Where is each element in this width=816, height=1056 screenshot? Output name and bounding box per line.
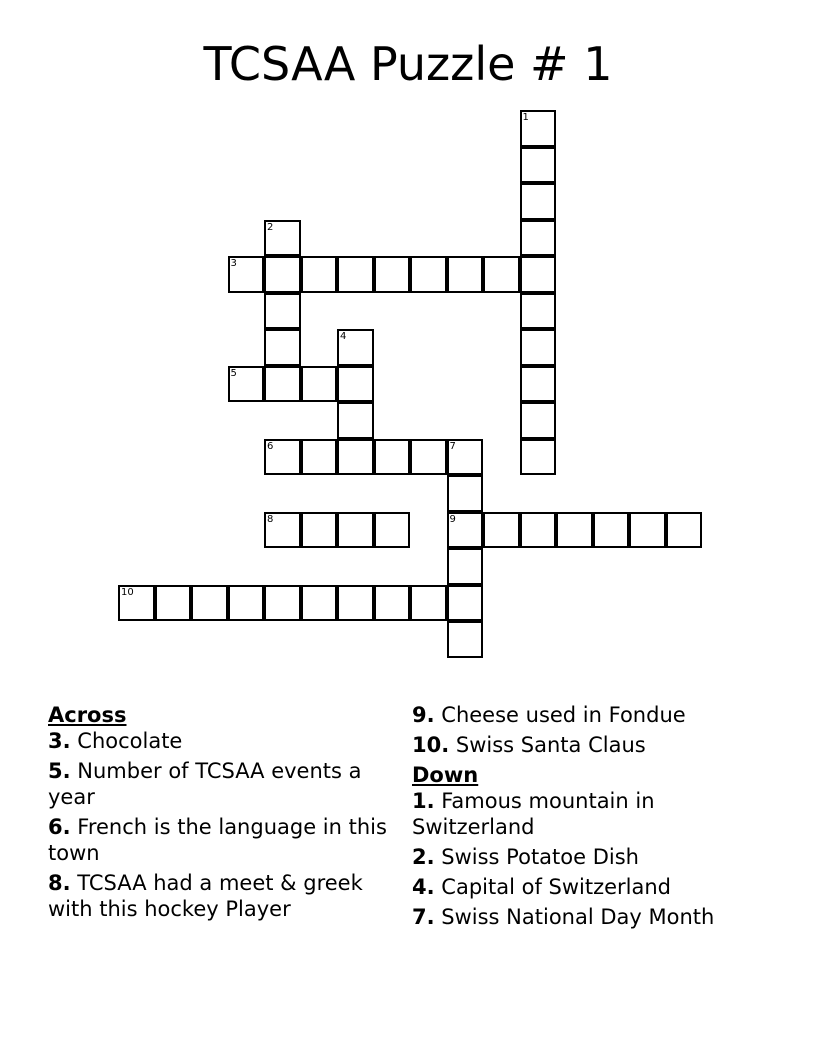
grid-cell[interactable] <box>447 475 484 512</box>
grid-cell[interactable] <box>264 329 301 366</box>
grid-cell[interactable] <box>483 512 520 549</box>
grid-cell[interactable] <box>520 256 557 293</box>
grid-cell[interactable] <box>447 585 484 622</box>
grid-cell[interactable] <box>264 256 301 293</box>
grid-cell[interactable] <box>301 585 338 622</box>
clue-across-3: 3. Chocolate <box>48 729 183 753</box>
grid-cell[interactable] <box>629 512 666 549</box>
grid-cell[interactable] <box>520 329 557 366</box>
clue-number: 8 <box>267 513 274 525</box>
grid-cell[interactable] <box>666 512 703 549</box>
grid-cell[interactable] <box>264 220 301 257</box>
grid-cell[interactable] <box>410 439 447 476</box>
puzzle-title: TCSAA Puzzle # 1 <box>203 37 613 91</box>
grid-cell[interactable] <box>264 512 301 549</box>
grid-cell[interactable] <box>520 402 557 439</box>
clue-across-9: 9. Cheese used in Fondue <box>412 703 686 727</box>
grid-cell[interactable] <box>520 293 557 330</box>
grid-cell[interactable] <box>447 548 484 585</box>
clue-down-1: 1. Famous mountain in Switzerland <box>412 789 655 839</box>
grid-cell[interactable] <box>155 585 192 622</box>
grid-cell[interactable] <box>228 366 265 403</box>
grid-cell[interactable] <box>520 512 557 549</box>
grid-cell[interactable] <box>520 220 557 257</box>
grid-cell[interactable] <box>447 621 484 658</box>
clue-number: 3 <box>230 258 237 269</box>
grid-cell[interactable] <box>374 585 411 622</box>
grid-cell[interactable] <box>410 585 447 622</box>
grid-cell[interactable] <box>447 512 484 549</box>
grid-cell[interactable] <box>410 256 447 293</box>
grid-cell[interactable] <box>228 256 265 293</box>
grid-cell[interactable] <box>337 439 374 476</box>
clue-down-7: 7. Swiss National Day Month <box>412 905 715 929</box>
grid-cell[interactable] <box>301 256 338 293</box>
clue-number: 10 <box>121 586 134 598</box>
clue-number: 5 <box>230 367 237 379</box>
clue-across-5: 5. Number of TCSAA events a year <box>48 759 362 809</box>
clue-number: 7 <box>449 440 456 452</box>
grid-cell[interactable] <box>301 366 338 403</box>
grid-cell[interactable] <box>447 439 484 476</box>
down-header: Down <box>412 763 479 787</box>
grid-cell[interactable] <box>264 439 301 476</box>
across-header: Across <box>48 703 127 727</box>
grid-cell[interactable] <box>337 585 374 622</box>
grid-cell[interactable] <box>520 439 557 476</box>
clues-column-left <box>48 702 398 926</box>
grid-cell[interactable] <box>483 256 520 293</box>
clue-down-2: 2. Swiss Potatoe Dish <box>412 845 639 869</box>
grid-cell[interactable] <box>556 512 593 549</box>
grid-cell[interactable] <box>337 366 374 403</box>
grid-cell[interactable] <box>264 293 301 330</box>
clue-number: 4 <box>340 331 347 342</box>
clue-down-4: 4. Capital of Switzerland <box>412 875 671 899</box>
clue-number: 9 <box>449 513 456 525</box>
grid-cell[interactable] <box>520 147 557 184</box>
grid-cell[interactable] <box>301 439 338 476</box>
clue-number: 6 <box>267 440 274 452</box>
clue-number: 2 <box>267 221 274 233</box>
grid-cell[interactable] <box>301 512 338 549</box>
grid-cell[interactable] <box>593 512 630 549</box>
grid-cell[interactable] <box>374 512 411 549</box>
grid-cell[interactable] <box>520 110 557 147</box>
grid-cell[interactable] <box>337 329 374 366</box>
grid-cell[interactable] <box>520 366 557 403</box>
grid-cell[interactable] <box>264 366 301 403</box>
clues-column-right <box>412 702 772 934</box>
grid-cell[interactable] <box>337 256 374 293</box>
grid-cell[interactable] <box>264 585 301 622</box>
clue-across-10: 10. Swiss Santa Claus <box>412 733 646 757</box>
clue-across-6: 6. French is the language in this town <box>48 815 387 865</box>
grid-cell[interactable] <box>337 402 374 439</box>
grid-cell[interactable] <box>374 256 411 293</box>
grid-cell[interactable] <box>447 256 484 293</box>
grid-cell[interactable] <box>118 585 155 622</box>
grid-cell[interactable] <box>337 512 374 549</box>
clue-across-8: 8. TCSAA had a meet & greek with this hockey Player <box>48 871 363 921</box>
grid-cell[interactable] <box>191 585 228 622</box>
grid-cell[interactable] <box>520 183 557 220</box>
clue-number: 1 <box>522 112 529 123</box>
grid-cell[interactable] <box>228 585 265 622</box>
grid-cell[interactable] <box>374 439 411 476</box>
